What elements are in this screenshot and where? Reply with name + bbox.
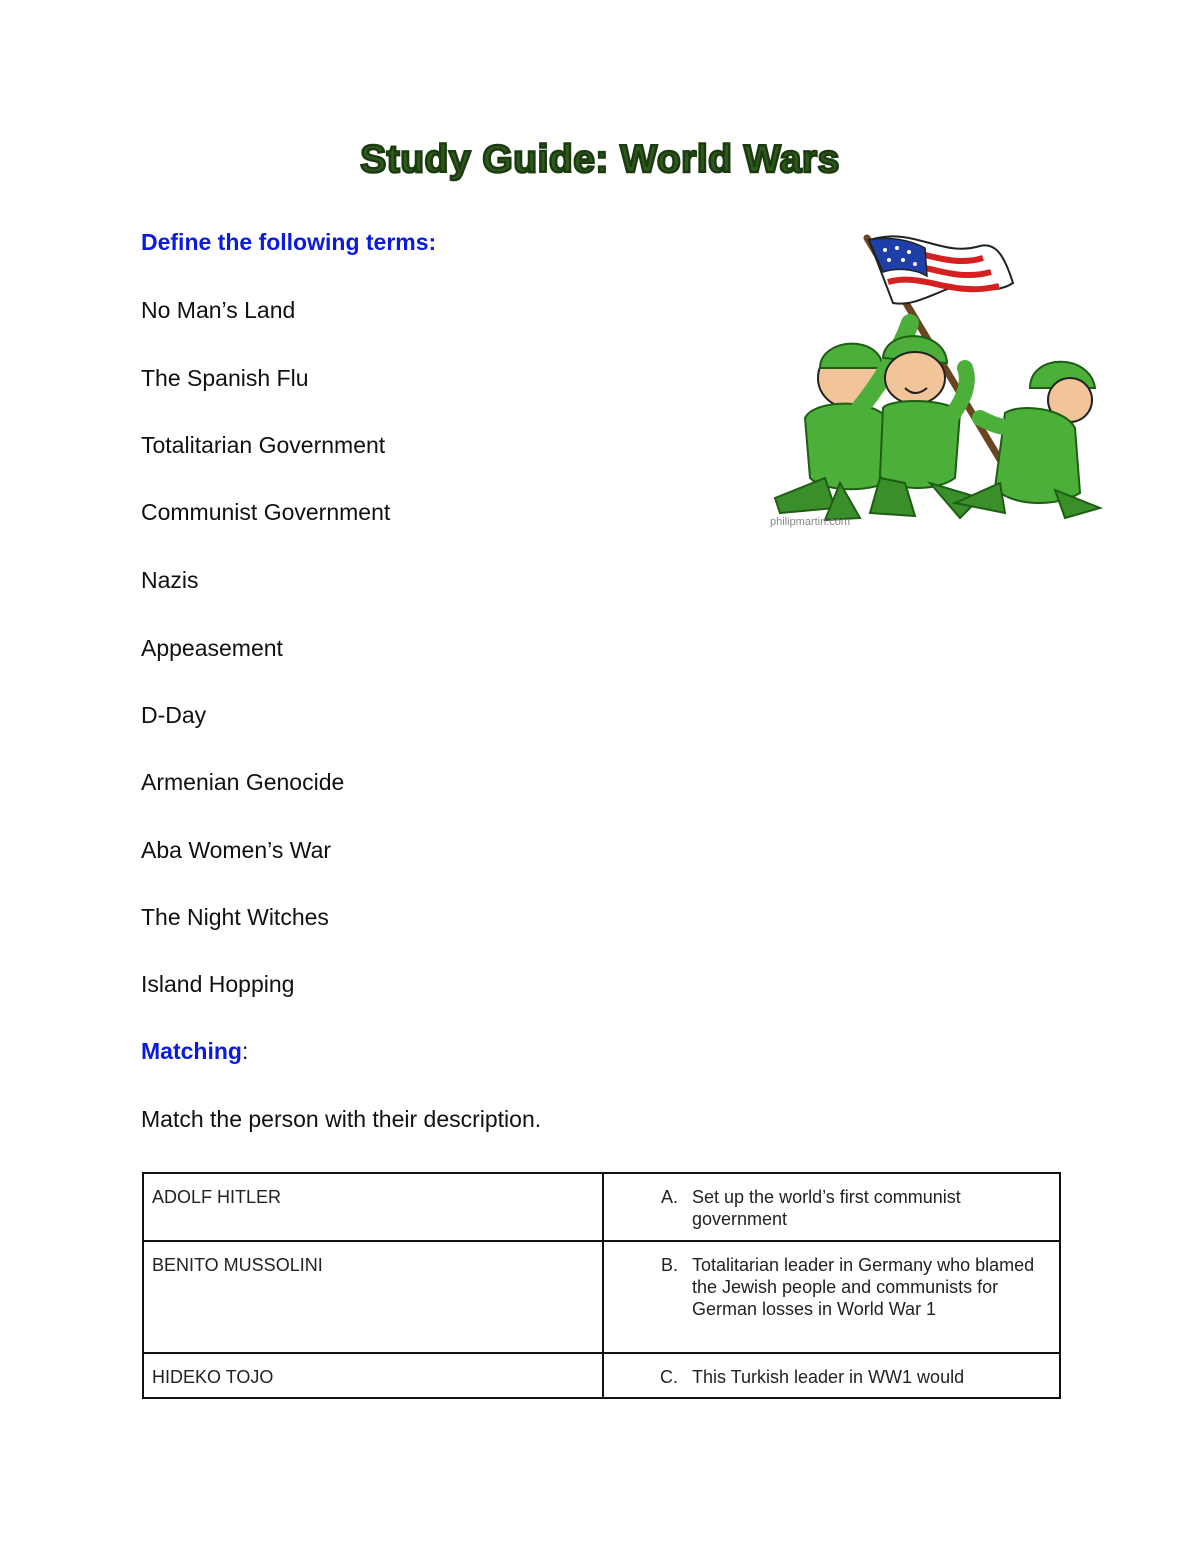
page-title: Study Guide: World Wars: [360, 138, 840, 181]
matching-table: [142, 1172, 1061, 1399]
term-item: The Night Witches: [141, 904, 329, 930]
term-item: Island Hopping: [141, 971, 295, 997]
description-cell: [603, 1353, 1060, 1398]
matching-instruction: Match the person with their description.: [141, 1106, 542, 1132]
term-item: No Man’s Land: [141, 297, 296, 323]
matching-heading-label: Matching: [141, 1038, 242, 1064]
soldiers-raising-flag-illustration: [765, 228, 1110, 528]
description-cell: [603, 1241, 1060, 1353]
person-cell: HIDEKO TOJO: [143, 1353, 603, 1398]
description-cell: [603, 1173, 1060, 1241]
description-text: Set up the world’s first communist government: [692, 1187, 961, 1229]
term-item: Appeasement: [141, 635, 283, 661]
term-item: D-Day: [141, 702, 207, 728]
description-text: This Turkish leader in WW1 would: [692, 1367, 965, 1387]
term-item: Totalitarian Government: [141, 432, 386, 458]
description-letter: A.: [660, 1187, 678, 1207]
term-item: The Spanish Flu: [141, 365, 309, 391]
term-item: Nazis: [141, 567, 199, 593]
description-letter: C.: [660, 1367, 678, 1387]
table-row: [143, 1173, 1060, 1241]
term-item: Armenian Genocide: [141, 769, 345, 795]
american-flag-icon: [869, 236, 1013, 303]
matching-heading: [141, 1038, 248, 1065]
person-cell: BENITO MUSSOLINI: [143, 1241, 603, 1353]
soldier-figure: [955, 362, 1100, 518]
term-item: Communist Government: [141, 499, 391, 525]
term-item: Aba Women’s War: [141, 837, 332, 863]
person-cell: ADOLF HITLER: [143, 1173, 603, 1241]
define-terms-heading: Define the following terms:: [141, 229, 437, 255]
table-row: [143, 1241, 1060, 1353]
description-letter: B.: [660, 1255, 678, 1275]
table-row: [143, 1353, 1060, 1398]
matching-heading-colon: :: [241, 1038, 249, 1064]
illustration-credit: philipmartin.com: [770, 516, 851, 528]
description-text: Totalitarian leader in Germany who blamed the Jewish people and communists for German losses in World War 1: [692, 1255, 1035, 1319]
